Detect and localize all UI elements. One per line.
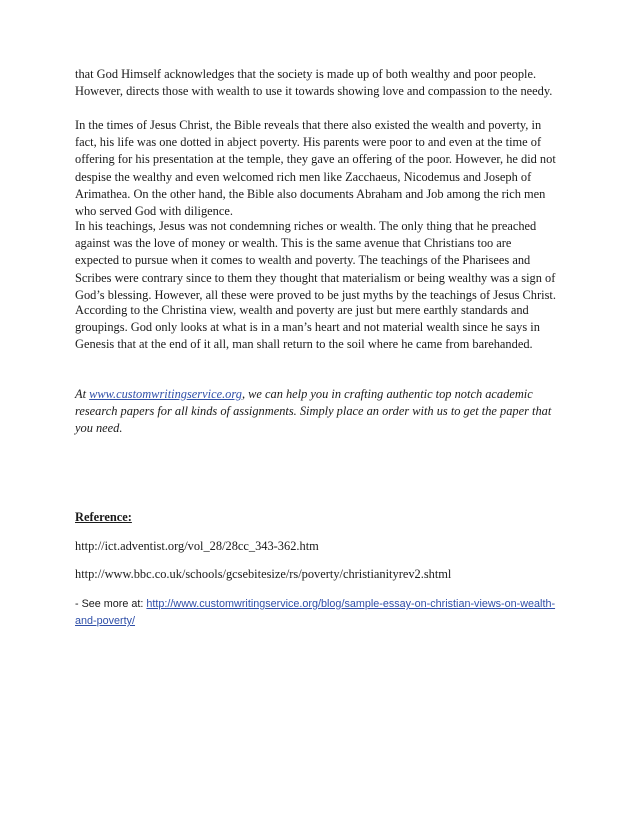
promo-site-link[interactable]: www.customwritingservice.org	[89, 387, 242, 401]
promo-prefix: At	[75, 387, 90, 401]
body-paragraph-2	[75, 117, 575, 220]
paragraph-line: against was the love of money or wealth. This is the same avenue that Christians too are	[75, 236, 512, 251]
paragraph-line: expected to pursue when it comes to wealth and poverty. The teachings of the Pharisees and	[75, 253, 531, 268]
reference-item-2	[75, 566, 575, 583]
see-more-line	[75, 613, 575, 630]
promo-line: you need.	[75, 421, 123, 436]
paragraph-line: that God Himself acknowledges that the society is made up of both wealthy and poor people.	[75, 67, 537, 81]
reference-heading: Reference:	[75, 510, 132, 524]
paragraph-line: despise the wealthy and even welcomed rich men like Zacchaeus, Nicodemus and Joseph of	[75, 169, 532, 184]
paragraph-line: groupings. God only looks at what is in a man’s heart and not material wealth since he says in	[75, 320, 540, 335]
see-more-link-part-2[interactable]: and-poverty/	[75, 615, 136, 628]
paragraph-line: God’s blessing. However, all these were proved to be just myths by the teachings of Jesus Christ.	[75, 287, 556, 302]
paragraph-line: In his teachings, Jesus was not condemning riches or wealth. The only thing that he preached	[75, 219, 537, 233]
paragraph-line: Arimathea. On the other hand, the Bible also documents Abraham and Job among the rich men	[75, 186, 546, 201]
paragraph-line: fact, his life was one dotted in abject poverty. His parents were poor to and even at the time of	[75, 135, 542, 150]
reference-url: http://www.bbc.co.uk/schools/gcsebitesize/rs/poverty/christianityrev2.shtml	[75, 567, 452, 581]
see-more-link-part-1[interactable]: http://www.customwritingservice.org/blog/sample-essay-on-christian-views-on-wealth-	[146, 598, 556, 610]
promo-line: research papers for all kinds of assignments. Simply place an order with us to get the paper that	[75, 404, 552, 419]
paragraph-line: However, directs those with wealth to use it towards showing love and compassion to the needy.	[75, 84, 553, 99]
paragraph-line: According to the Christina view, wealth and poverty are just but mere earthly standards and	[75, 303, 529, 317]
promo-paragraph	[75, 386, 575, 438]
see-more-prefix: - See more at:	[75, 598, 147, 610]
paragraph-line: who served God with diligence.	[75, 204, 233, 219]
promo-line-rest: , we can help you in crafting authentic top notch academic	[241, 387, 533, 401]
paragraph-line: Genesis that at the end of it all, man shall return to the soil where he came from barehanded.	[75, 337, 533, 352]
see-more-block	[75, 596, 575, 630]
promo-line	[75, 386, 575, 403]
reference-section	[75, 509, 575, 526]
reference-item-1	[75, 538, 575, 555]
reference-url: http://ict.adventist.org/vol_28/28cc_343-362.htm	[75, 539, 319, 553]
paragraph-line: offering for his presentation at the temple, they gave an offering of the poor. However, he did not	[75, 152, 556, 167]
paragraph-line: Scribes were contrary since to them they thought that materialism or being wealthy was a sign of	[75, 270, 556, 285]
body-paragraph-3	[75, 218, 575, 304]
body-paragraph-1	[75, 66, 575, 100]
paragraph-line: In the times of Jesus Christ, the Bible reveals that there also existed the wealth and poverty, in	[75, 118, 542, 132]
see-more-line	[75, 596, 575, 613]
body-paragraph-4	[75, 302, 575, 354]
